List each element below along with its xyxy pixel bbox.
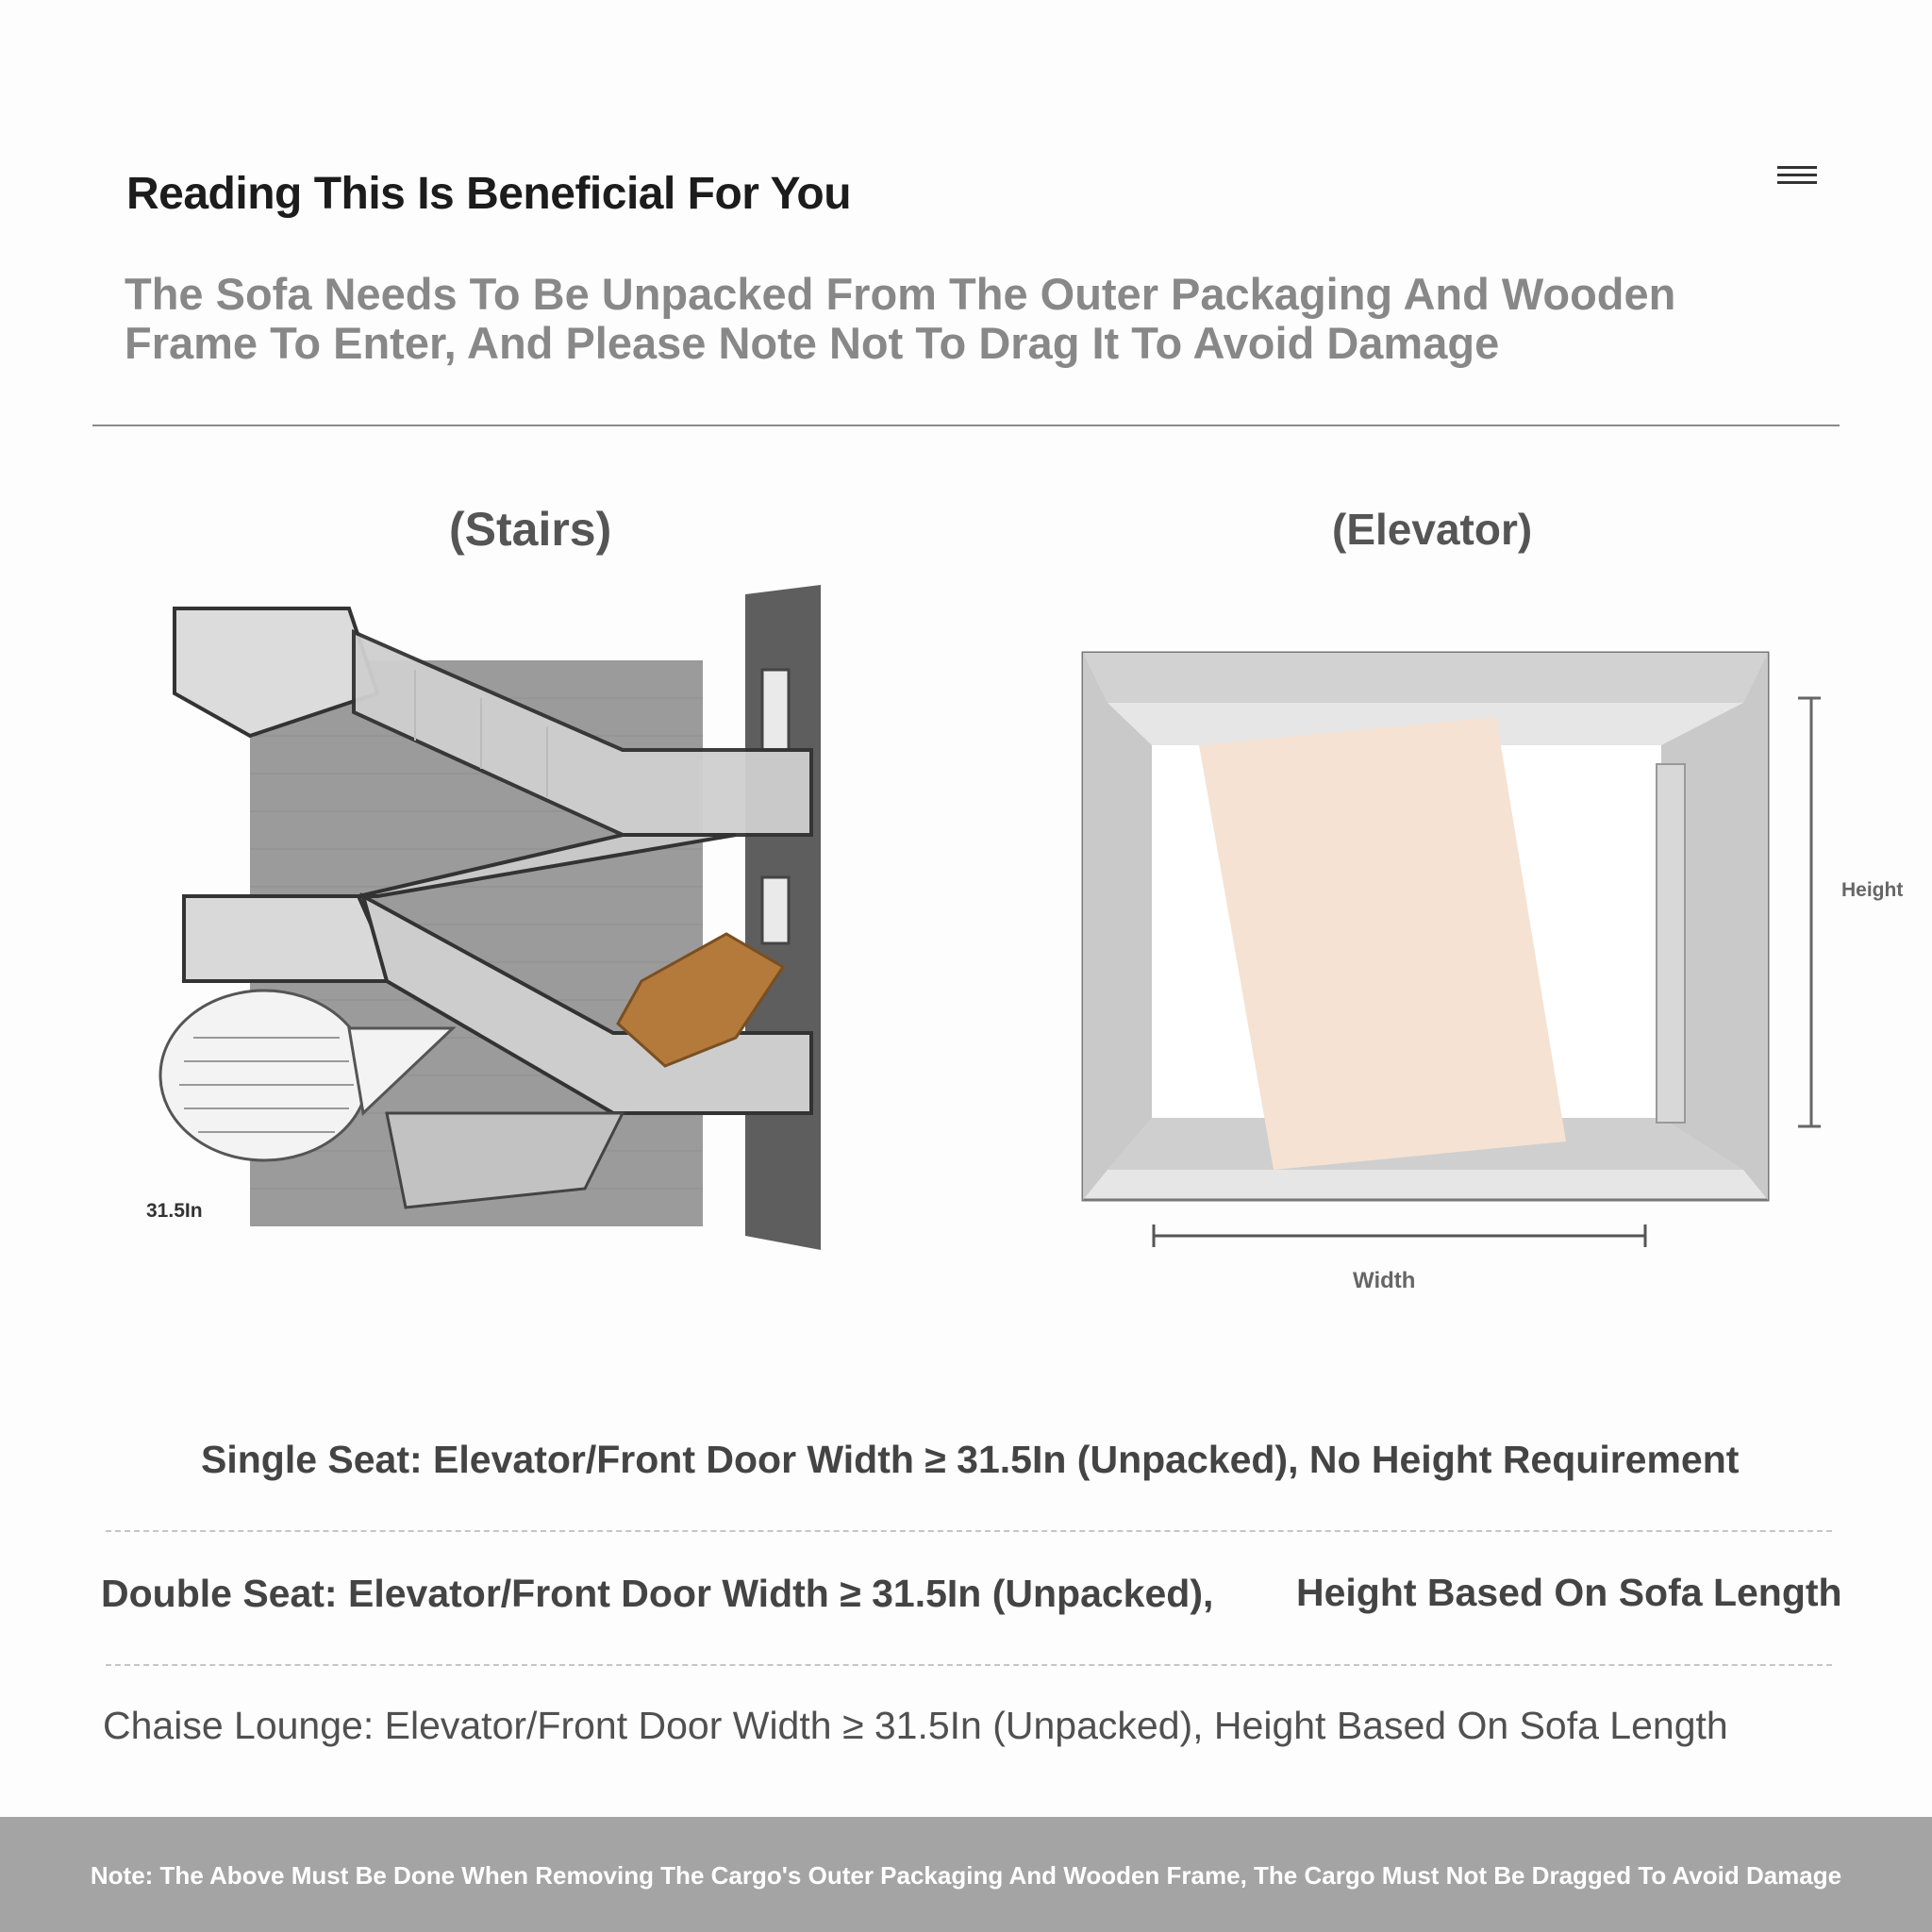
middle-landing: [184, 896, 396, 981]
dashed-divider: [106, 1530, 1832, 1532]
footer-note: Note: The Above Must Be Done When Removing The Cargo's Outer Packaging And Wooden Frame, The Cargo Must Not Be Dragged To Avoid Damage: [90, 1861, 1842, 1890]
chaise-lounge-requirement: Chaise Lounge: Elevator/Front Door Width ≥ 31.5In (Unpacked), Height Based On Sofa Length: [103, 1704, 1728, 1747]
elevator-ceiling: [1083, 653, 1768, 703]
stairs-width-dimension: 31.5In: [146, 1200, 203, 1222]
subtitle-line-1: The Sofa Needs To Be Unpacked From The Outer Packaging And Wooden: [125, 269, 1676, 319]
zoom-circle: [160, 991, 368, 1160]
hamburger-menu-icon[interactable]: [1777, 166, 1817, 189]
width-dimension: [1151, 1223, 1649, 1251]
divider: [92, 425, 1840, 426]
elevator-label: (Elevator): [1332, 505, 1533, 554]
page-subtitle: [125, 270, 1728, 368]
dashed-divider: [106, 1664, 1832, 1666]
double-seat-requirement: Double Seat: Elevator/Front Door Width ≥ 31.5In (Unpacked),: [101, 1572, 1214, 1615]
double-seat-height-note: Height Based On Sofa Length: [1296, 1571, 1842, 1614]
width-label: Width: [1353, 1268, 1416, 1293]
subtitle-line-2: Frame To Enter, And Please Note Not To Drag It To Avoid Damage: [125, 318, 1500, 368]
height-dimension: [1792, 696, 1821, 1130]
window-lower: [762, 877, 789, 943]
page-title: Reading This Is Beneficial For You: [126, 169, 852, 219]
single-seat-requirement: Single Seat: Elevator/Front Door Width ≥ 31.5In (Unpacked), No Height Requirement: [201, 1438, 1740, 1481]
stairs-label: (Stairs): [449, 503, 612, 556]
stairs-illustration: [132, 585, 830, 1255]
height-label: Height: [1841, 879, 1904, 901]
window-upper: [762, 670, 789, 750]
elevator-illustration: [1072, 641, 1789, 1245]
